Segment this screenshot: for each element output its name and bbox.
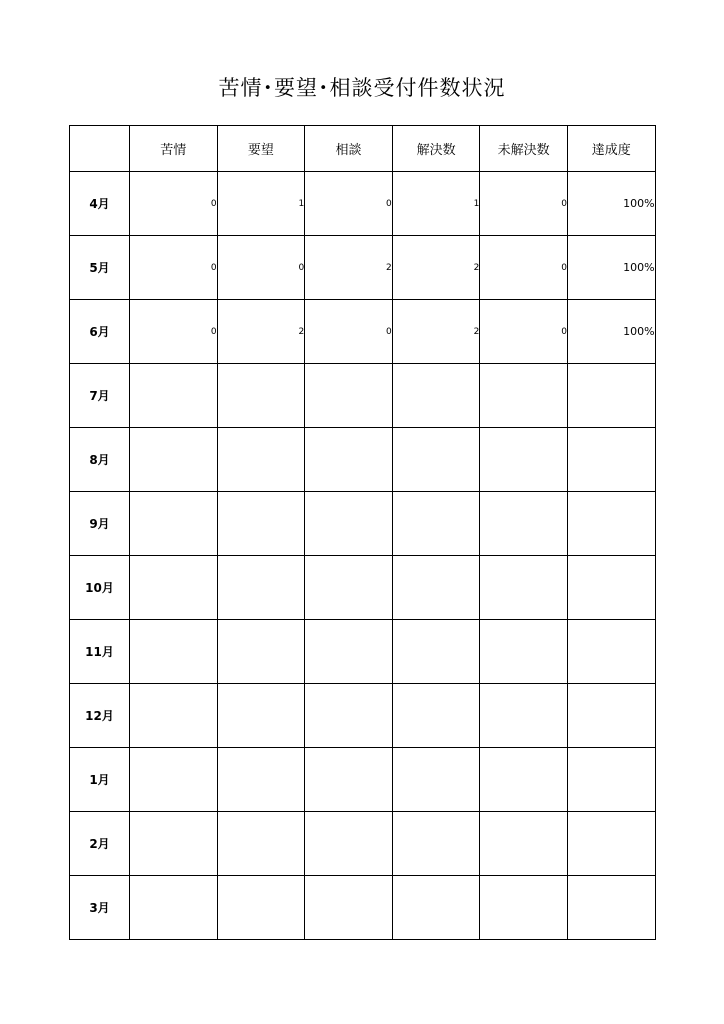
table-row xyxy=(70,428,656,492)
unresolved-cell xyxy=(480,812,568,876)
unresolved-cell: 0 xyxy=(480,300,568,364)
month-label: 9月 xyxy=(70,492,130,556)
unresolved-cell: 0 xyxy=(480,236,568,300)
unresolved-cell xyxy=(480,364,568,428)
month-label: 11月 xyxy=(70,620,130,684)
consultations-cell: 2 xyxy=(305,236,393,300)
achievement-cell xyxy=(567,364,655,428)
requests-cell xyxy=(217,556,305,620)
achievement-cell xyxy=(567,748,655,812)
resolved-cell xyxy=(392,364,480,428)
month-label: 6月 xyxy=(70,300,130,364)
page-title: 苦情･要望･相談受付件数状況 xyxy=(218,76,506,100)
table-row xyxy=(70,684,656,748)
table-row xyxy=(70,364,656,428)
header-complaints: 苦情 xyxy=(130,126,218,172)
complaints-cell xyxy=(130,684,218,748)
month-label: 3月 xyxy=(70,876,130,940)
requests-cell xyxy=(217,684,305,748)
consultations-cell xyxy=(305,492,393,556)
table-row xyxy=(70,620,656,684)
table-row xyxy=(70,236,656,300)
achievement-cell: 100% xyxy=(567,300,655,364)
header-row xyxy=(70,126,656,172)
month-label: 10月 xyxy=(70,556,130,620)
complaints-cell xyxy=(130,748,218,812)
month-label: 8月 xyxy=(70,428,130,492)
resolved-cell: 1 xyxy=(392,172,480,236)
month-label: 4月 xyxy=(70,172,130,236)
resolved-cell xyxy=(392,428,480,492)
complaints-cell xyxy=(130,364,218,428)
requests-cell xyxy=(217,748,305,812)
unresolved-cell xyxy=(480,428,568,492)
month-label: 2月 xyxy=(70,812,130,876)
consultations-cell xyxy=(305,620,393,684)
consultations-cell: 0 xyxy=(305,172,393,236)
complaints-cell xyxy=(130,876,218,940)
consultations-cell xyxy=(305,684,393,748)
requests-cell: 1 xyxy=(217,172,305,236)
complaints-cell xyxy=(130,492,218,556)
achievement-cell xyxy=(567,684,655,748)
unresolved-cell xyxy=(480,556,568,620)
resolved-cell: 2 xyxy=(392,300,480,364)
month-label: 1月 xyxy=(70,748,130,812)
complaints-cell xyxy=(130,620,218,684)
table-row xyxy=(70,812,656,876)
reception-count-table xyxy=(69,125,656,940)
consultations-cell xyxy=(305,364,393,428)
achievement-cell: 100% xyxy=(567,236,655,300)
consultations-cell: 0 xyxy=(305,300,393,364)
consultations-cell xyxy=(305,556,393,620)
unresolved-cell xyxy=(480,876,568,940)
header-requests: 要望 xyxy=(217,126,305,172)
resolved-cell xyxy=(392,492,480,556)
complaints-cell: 0 xyxy=(130,172,218,236)
header-consultations: 相談 xyxy=(305,126,393,172)
achievement-cell xyxy=(567,492,655,556)
consultations-cell xyxy=(305,748,393,812)
consultations-cell xyxy=(305,812,393,876)
requests-cell: 2 xyxy=(217,300,305,364)
table-row xyxy=(70,172,656,236)
complaints-cell: 0 xyxy=(130,300,218,364)
resolved-cell xyxy=(392,748,480,812)
achievement-cell: 100% xyxy=(567,172,655,236)
consultations-cell xyxy=(305,876,393,940)
resolved-cell xyxy=(392,556,480,620)
achievement-cell xyxy=(567,876,655,940)
complaints-cell xyxy=(130,812,218,876)
unresolved-cell xyxy=(480,620,568,684)
complaints-cell: 0 xyxy=(130,236,218,300)
complaints-cell xyxy=(130,556,218,620)
achievement-cell xyxy=(567,620,655,684)
header-corner xyxy=(70,126,130,172)
table-row xyxy=(70,556,656,620)
achievement-cell xyxy=(567,556,655,620)
unresolved-cell xyxy=(480,748,568,812)
resolved-cell xyxy=(392,620,480,684)
consultations-cell xyxy=(305,428,393,492)
requests-cell xyxy=(217,876,305,940)
header-resolved: 解決数 xyxy=(392,126,480,172)
requests-cell: 0 xyxy=(217,236,305,300)
unresolved-cell xyxy=(480,492,568,556)
table-row xyxy=(70,748,656,812)
month-label: 7月 xyxy=(70,364,130,428)
resolved-cell: 2 xyxy=(392,236,480,300)
table-row xyxy=(70,300,656,364)
resolved-cell xyxy=(392,876,480,940)
requests-cell xyxy=(217,364,305,428)
table-row xyxy=(70,876,656,940)
unresolved-cell: 0 xyxy=(480,172,568,236)
month-label: 12月 xyxy=(70,684,130,748)
requests-cell xyxy=(217,428,305,492)
achievement-cell xyxy=(567,428,655,492)
resolved-cell xyxy=(392,812,480,876)
requests-cell xyxy=(217,492,305,556)
unresolved-cell xyxy=(480,684,568,748)
header-achievement: 達成度 xyxy=(567,126,655,172)
achievement-cell xyxy=(567,812,655,876)
resolved-cell xyxy=(392,684,480,748)
complaints-cell xyxy=(130,428,218,492)
requests-cell xyxy=(217,620,305,684)
header-unresolved: 未解決数 xyxy=(480,126,568,172)
requests-cell xyxy=(217,812,305,876)
month-label: 5月 xyxy=(70,236,130,300)
table-row xyxy=(70,492,656,556)
